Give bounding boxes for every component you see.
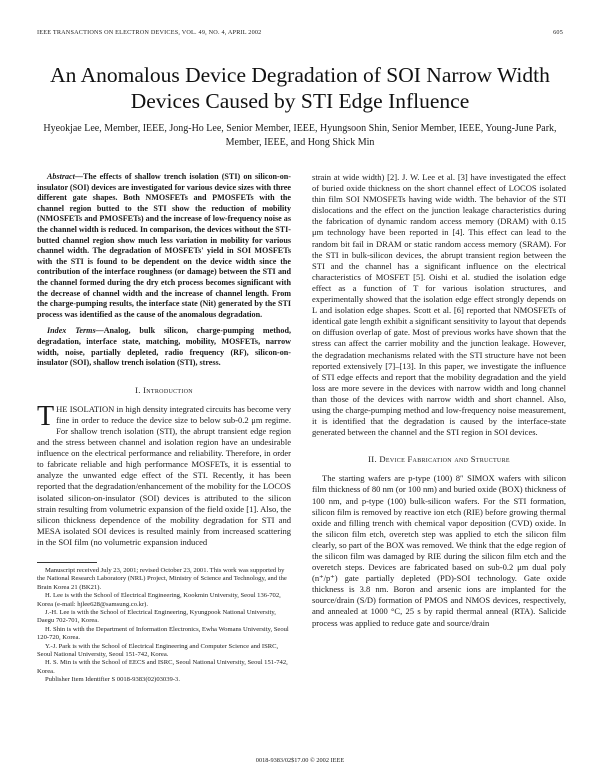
footnote: J.-H. Lee is with the School of Electrical Engineering, Kyungpook National University, Daegu 702-701, Korea. [37,609,276,625]
author-list: Hyeokjae Lee, Member, IEEE, Jong-Ho Lee, Senior Member, IEEE, Hyungsoon Shin, Senior Member, IEEE, Young-June Park, Member, IEEE, and Hong Shick Min [43,123,557,148]
copyright-footer: 0018-9383/02$17.00 © 2002 IEEE [255,757,345,764]
intro-paragraph-continued: strain at wide width) [2]. J. W. Lee et al. [3] have investigated the effect of buried oxide thickness on the short channel effect of LOCOS isolated thin film SOI NMOSFETs having wide width. The behavior of the STI dislocations and the effect on the junction leakage characteristics during the fabrication of dynamic random access memory (DRAM) with 0.15 μm technology have been reported in [4]. This effect can lead to the random bit fail in DRAM or static random access memory (SRAM). For the STI in bulk-silicon devices, the abrupt transient region between the STI and the channel has a significant influence on the electrical characteristics of MOSFET [5]. Oishi et al. studied the isolation edge effect as a function of T for various isolation structures, and experimentally showed that the isolation edge effect strongly depends on L and isolation edge shapes. Scott et al. [6] reported that NMOSFETs of identical gate length exhibit a significant sensitivity to layout that depends on diffusion overlap of gate. Most of previous works have shown that the stress can affect the carrier mobility and the junction leakage. However, the degradation mechanisms related with the STI structure have not been reported extensively [7]–[13]. In this paper, we investigate the influence of STI edge effects and report that the mobility degradation and the yield loss are more severe in the devices with narrow width and long channel than those of the devices with narrow width and short channel. Also, using the charge-pumping method and low-frequency noise measurement, it is identified that the degradation is caused by the interface-state generated between the channel and the STI region in SOI devices. [312,172,566,438]
abstract [37,172,291,320]
abstract-lead: Abstract— [47,172,83,181]
footnote: H. Lee is with the School of Electrical Engineering, Kookmin University, Seoul 136-702, Korea (e-mail: hjlee628@samsung.co.kr). [37,592,281,608]
footnote: Publisher Item Identifier S 0018-9383(02)03039-3. [45,676,180,684]
paper-title: An Anomalous Device Degradation of SOI Narrow Width Devices Caused by STI Edge Influence [50,63,550,113]
running-header [37,29,563,36]
drop-cap: T [37,400,55,432]
page-number: 605 [553,29,563,36]
footnote: Manuscript received July 23, 2001; revised October 23, 2001. This work was supported by the National Research Laboratory (NRL) Project, Ministry of Science and Technology, and the Brain Korea 21 (BK21). [37,567,287,591]
footnote: H. Shin is with the Department of Information Electronics, Ewha Womans University, Seoul 120-720, Korea. [37,625,289,642]
index-terms-lead: Index Terms— [47,326,104,336]
fabrication-paragraph: The starting wafers are p-type (100) 8″ SIMOX wafers with silicon film thickness of 80 nm (or 100 nm) and buried oxide (BOX) thickness of 100 nm, and p-type (100) bulk-silicon wafers. For the STI formation, silicon film is removed by reactive ion etch (RIE) before growing thermal oxide and filling trench with chemical vapor deposition (CVD) oxide. In the silicon film etch, overetch step was applied to etch the silicon film clearly, so part of the BOX was removed. We think that the edge region of the silicon film was damaged by RIE during the silicon film etch and the overetch steps. Devices are fabricated based on sub-0.2 μm dual poly (n⁺/p⁺) gate partially depleted (PD)-SOI technology. Gate oxide thickness is 3.8 nm. Boron and arsenic ions are implanted for the source/drain (S/D) formation of PMOS and NMOS devices, respectively, and annealed at 1000 °C, 25 s by rapid thermal anneal (RTA). Salicide process was applied to reduce gate and source/drain [312,473,566,628]
abstract-text: The effects of shallow trench isolation (STI) on silicon-on-insulator (SOI) devices are investigated for various device sizes with three different gate shapes. Both NMOSFETs and PMOSFETs with the channel region butted to the STI show the reduction of mobility (NMOSFETs and PMOSFETs) and the increase of low-frequency noise as the channel width is reduced. In comparison, the devices without the STI-butted channel region show much less variation in mobility for various channel width. The degradation of MOSFETs' yield in SOI MOSFETs with the STI is found to be dependent on the device width since the contribution of the interface roughness (or damage) between the STI and the channel formed during the dry etch process becomes significant with the decrease of channel width and the increase of channel length. From the charge-pumping results, the interface state (Nit) generated by the STI process was identified as the cause of the anomalous degradation. [37,172,291,319]
footnote: Y.-J. Park is with the School of Electrical Engineering and Computer Science and ISRC, Seoul National University, Seoul 151-742, Korea. [37,642,279,659]
intro-first-word: HE ISOLATION [56,403,115,414]
intro-text: in high density integrated circuits has become very fine in order to reduce the device size to below sub-0.2 μm regime. For shallow trench isolation (STI), the abrupt transient edge region and the stress between channel and isolation region have an undesirable influence on the electrical performance and reliability. Therefore, in order to fabricate reliable and high performance MOSFETs, it is essential to analyze the unwanted edge effect of the STI. Recently, it has been reported that the degradation/enhancement of the mobility for the LOCOS isolated silicon-on-insulator (SOI) devices is attributed to the silicon strain resulting from volumetric expansion of the field oxide [1]. Also, the silicon thickness dependence of the mobility degradation for STI and MESA isolated SOI devices is resulted mainly from increased scattering in the SOI film (no volumetric expansion induced [37,403,291,547]
footnote: H. S. Min is with the School of EECS and ISRC, Seoul National University, Seoul 151-742, Korea. [37,659,288,675]
index-terms-text: Analog, bulk silicon, charge-pumping method, degradation, interface state, matching, mobility, MOSFETs, narrow width, noise, partially depleted, radio frequency (RF), silicon-on-insulator (SOI), shallow trench isolation (STI), stress. [37,326,291,368]
right-column [312,172,566,629]
section-heading-introduction: I. Introduction [135,384,193,395]
section-heading-fabrication: II. Device Fabrication and Structure [368,454,510,465]
intro-paragraph [37,400,291,548]
running-title: IEEE TRANSACTIONS ON ELECTRON DEVICES, VOL. 49, NO. 4, APRIL 2002 [37,29,262,36]
index-terms [37,326,291,368]
left-column [37,172,291,685]
footnote-divider [37,562,97,563]
